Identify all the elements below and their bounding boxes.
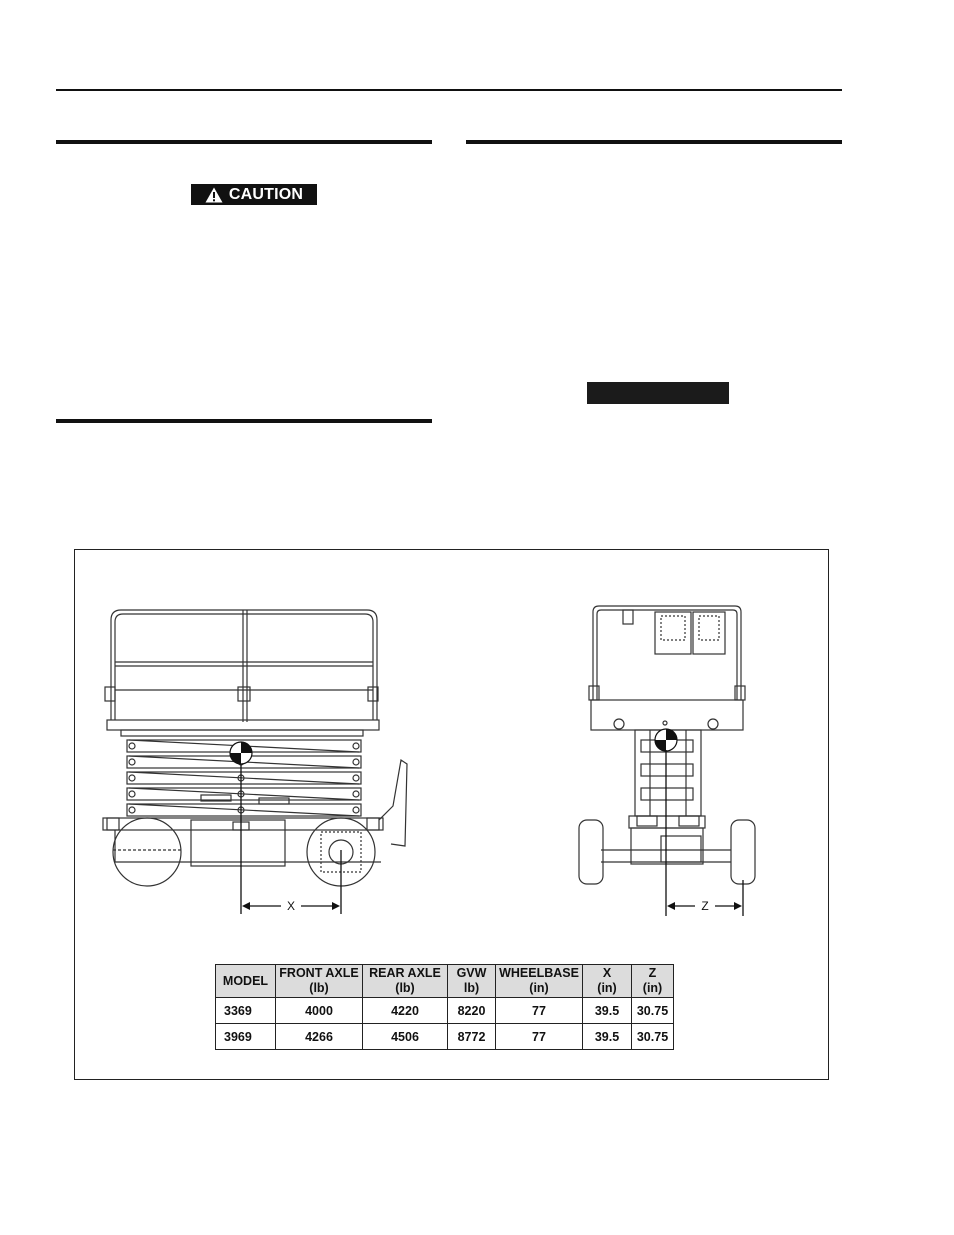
column-header [448, 965, 496, 998]
column-header-unit: (in) [529, 981, 549, 995]
column-header [496, 965, 583, 998]
table-cell: 3369 [216, 998, 276, 1024]
warning-triangle-icon [205, 187, 223, 203]
note-badge [587, 382, 729, 404]
table-cell: 8220 [448, 998, 496, 1024]
column-header [583, 965, 632, 998]
dimension-x [241, 764, 341, 914]
center-of-gravity-icon-end [655, 729, 677, 751]
table-cell: 3969 [216, 1024, 276, 1050]
section-rule-left-middle [56, 419, 432, 423]
table-row [216, 998, 674, 1024]
column-header [276, 965, 363, 998]
column-header-label: GVW [456, 966, 487, 980]
header-rule [56, 89, 842, 91]
table-cell: 8772 [448, 1024, 496, 1050]
column-header-label: Z [648, 966, 657, 980]
table-cell: 4000 [276, 998, 363, 1024]
axle-load-table [215, 964, 674, 1050]
table-cell: 4266 [276, 1024, 363, 1050]
dimension-x-label: X [286, 899, 296, 913]
table-cell: 77 [496, 998, 583, 1024]
table-cell: 30.75 [632, 1024, 674, 1050]
caution-label: CAUTION [228, 185, 304, 203]
table-cell: 4506 [363, 1024, 448, 1050]
section-rule-right-top [466, 140, 842, 144]
column-header-label: REAR AXLE [369, 966, 441, 980]
table-cell: 77 [496, 1024, 583, 1050]
column-header-unit: lb) [463, 981, 480, 995]
table-cell: 30.75 [632, 998, 674, 1024]
dimension-z-label: Z [701, 899, 709, 913]
column-header-label: X [602, 966, 612, 980]
section-rule-left-top [56, 140, 432, 144]
column-header-label: FRONT AXLE [279, 966, 359, 980]
column-header-unit: (in) [597, 981, 617, 995]
center-of-gravity-icon-side [230, 742, 252, 764]
column-header [216, 965, 276, 998]
side-view-drawing [103, 610, 407, 886]
table-row [216, 1024, 674, 1050]
column-header-unit: (lb) [309, 981, 329, 995]
column-header [363, 965, 448, 998]
column-header-unit: (lb) [395, 981, 415, 995]
table-header-row [216, 965, 674, 998]
column-header-unit: (in) [642, 981, 663, 995]
column-header-label: WHEELBASE [499, 966, 579, 980]
table-cell: 4220 [363, 998, 448, 1024]
column-header [632, 965, 674, 998]
table-cell: 39.5 [583, 998, 632, 1024]
caution-badge [191, 184, 317, 205]
table-cell: 39.5 [583, 1024, 632, 1050]
column-header-label: MODEL [222, 973, 269, 988]
